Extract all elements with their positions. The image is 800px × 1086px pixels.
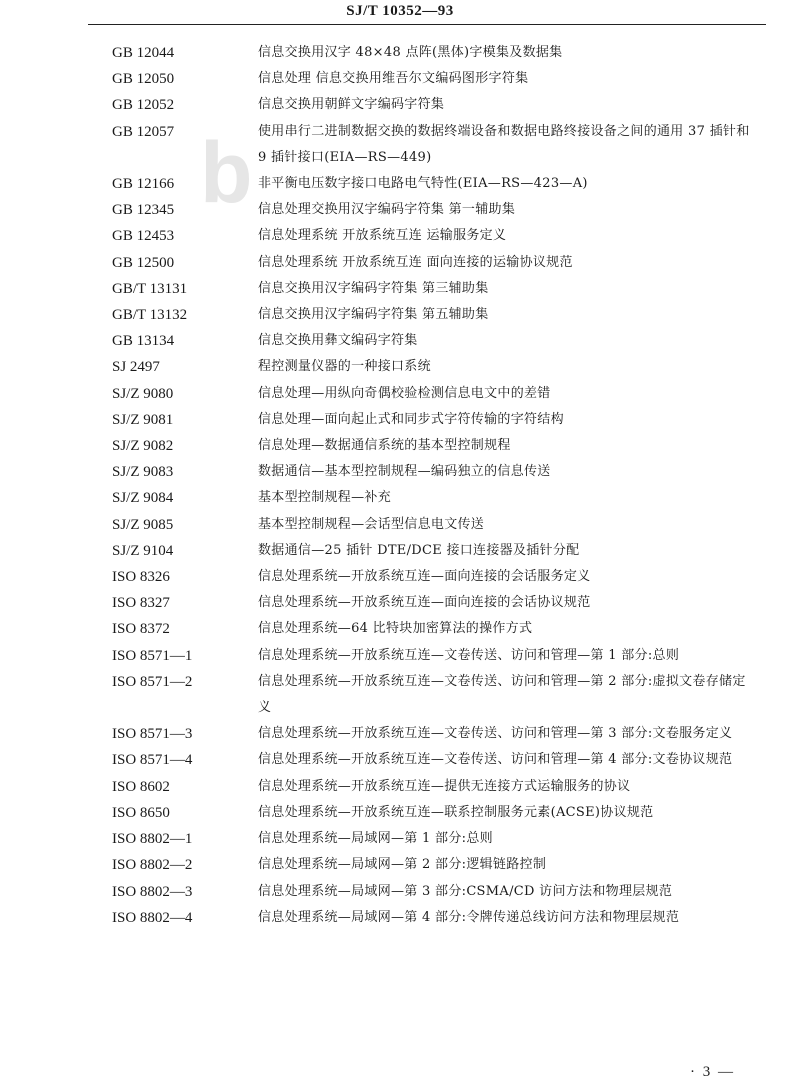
standard-code: SJ/Z 9085 bbox=[112, 516, 174, 533]
page-number: · 3 — bbox=[690, 1064, 735, 1080]
standard-code: ISO 8327 bbox=[112, 595, 170, 612]
standard-title: 基本型控制规程—会话型信息电文传送 bbox=[258, 516, 485, 532]
standard-code: SJ/Z 9080 bbox=[112, 385, 174, 402]
list-item bbox=[0, 276, 800, 302]
standard-title: 信息处理系统—开放系统互连—面向连接的会话协议规范 bbox=[258, 595, 591, 611]
list-item bbox=[0, 459, 800, 485]
list-item bbox=[0, 747, 800, 773]
standards-list bbox=[0, 40, 800, 931]
standard-code: GB 12500 bbox=[112, 254, 175, 271]
list-item bbox=[0, 171, 800, 197]
standard-title: 信息处理系统—局域网—第 1 部分:总则 bbox=[258, 831, 493, 847]
standard-title: 数据通信—25 插针 DTE/DCE 接口连接器及插针分配 bbox=[258, 542, 580, 558]
standard-title: 信息处理—面向起止式和同步式字符传输的字符结构 bbox=[258, 411, 564, 427]
standard-code: GB 12166 bbox=[112, 176, 175, 193]
standard-code: SJ/Z 9082 bbox=[112, 438, 174, 455]
standard-title: 信息处理 信息交换用维吾尔文编码图形字符集 bbox=[258, 71, 529, 87]
standard-code: ISO 8326 bbox=[112, 569, 170, 586]
document-code: SJ/T 10352—93 bbox=[346, 3, 454, 19]
standard-code: SJ 2497 bbox=[112, 359, 160, 376]
standard-title: 信息处理系统—开放系统互连—文卷传送、访问和管理—第 3 部分:文卷服务定义 bbox=[258, 726, 733, 742]
list-item bbox=[0, 512, 800, 538]
standard-title: 信息处理系统—开放系统互连—提供无连接方式运输服务的协议 bbox=[258, 778, 631, 794]
list-item bbox=[0, 328, 800, 354]
standard-title: 信息处理系统—开放系统互连—面向连接的会话服务定义 bbox=[258, 569, 591, 585]
standard-title: 信息处理系统—局域网—第 3 部分:CSMA/CD 访问方法和物理层规范 bbox=[258, 883, 673, 899]
standard-code: ISO 8602 bbox=[112, 778, 170, 795]
standard-code: GB 12044 bbox=[112, 45, 175, 61]
standard-code: ISO 8802—2 bbox=[112, 857, 193, 874]
standard-code: GB/T 13131 bbox=[112, 280, 188, 297]
list-item bbox=[0, 40, 800, 66]
list-item bbox=[0, 852, 800, 878]
list-item bbox=[0, 197, 800, 223]
standard-title: 信息处理系统—开放系统互连—文卷传送、访问和管理—第 1 部分:总则 bbox=[258, 647, 680, 663]
standard-title: 信息处理系统—开放系统互连—联系控制服务元素(ACSE)协议规范 bbox=[258, 804, 654, 820]
standard-code: GB/T 13132 bbox=[112, 307, 188, 324]
standard-title: 使用串行二进制数据交换的数据终端设备和数据电路终接设备之间的通用 37 插针和 9 插针接口(EIA—RS—449) bbox=[258, 123, 750, 165]
standard-title: 信息处理系统—局域网—第 4 部分:令牌传递总线访问方法和物理层规范 bbox=[258, 909, 680, 925]
standard-title: 信息交换用汉字编码字符集 第三辅助集 bbox=[258, 280, 489, 296]
list-item bbox=[0, 119, 800, 171]
list-item bbox=[0, 616, 800, 642]
list-item bbox=[0, 826, 800, 852]
standard-code: GB 12052 bbox=[112, 97, 175, 114]
standard-code: SJ/Z 9084 bbox=[112, 490, 174, 507]
list-item bbox=[0, 564, 800, 590]
standard-code: ISO 8650 bbox=[112, 804, 170, 821]
standard-code: GB 12057 bbox=[112, 123, 175, 140]
standard-title: 信息处理系统—开放系统互连—文卷传送、访问和管理—第 4 部分:文卷协议规范 bbox=[258, 752, 733, 768]
list-item bbox=[0, 774, 800, 800]
standard-code: ISO 8802—3 bbox=[112, 883, 193, 900]
list-item bbox=[0, 381, 800, 407]
list-item bbox=[0, 538, 800, 564]
standard-code: ISO 8372 bbox=[112, 621, 170, 638]
standard-code: ISO 8571—2 bbox=[112, 673, 193, 690]
standard-code: ISO 8802—1 bbox=[112, 831, 193, 848]
standard-title: 信息处理交换用汉字编码字符集 第一辅助集 bbox=[258, 202, 516, 218]
header-divider bbox=[88, 24, 766, 25]
standard-title: 信息交换用彝文编码字符集 bbox=[258, 333, 418, 349]
list-item bbox=[0, 800, 800, 826]
standard-code: ISO 8571—4 bbox=[112, 752, 193, 769]
standard-title: 基本型控制规程—补充 bbox=[258, 490, 392, 506]
list-item bbox=[0, 721, 800, 747]
standard-title: 信息交换用朝鲜文字编码字符集 bbox=[258, 97, 445, 113]
standard-title: 信息处理系统—局域网—第 2 部分:逻辑链路控制 bbox=[258, 857, 547, 873]
standard-title: 信息处理系统—开放系统互连—文卷传送、访问和管理—第 2 部分:虚拟文卷存储定义 bbox=[258, 673, 746, 716]
standard-title: 信息交换用汉字编码字符集 第五辅助集 bbox=[258, 307, 489, 323]
standard-title: 信息处理—数据通信系统的基本型控制规程 bbox=[258, 438, 511, 454]
watermark: b bbox=[200, 125, 257, 221]
page-header bbox=[0, 0, 800, 26]
standard-title: 信息处理系统—64 比特块加密算法的操作方式 bbox=[258, 621, 533, 637]
standard-title: 信息交换用汉字 48×48 点阵(黑体)字模集及数据集 bbox=[258, 45, 563, 60]
standard-title: 信息处理系统 开放系统互连 面向连接的运输协议规范 bbox=[258, 254, 573, 270]
list-item bbox=[0, 223, 800, 249]
list-item bbox=[0, 643, 800, 669]
list-item bbox=[0, 879, 800, 905]
standard-code: ISO 8571—1 bbox=[112, 647, 193, 664]
standard-title: 非平衡电压数字接口电路电气特性(EIA—RS—423—A) bbox=[258, 176, 588, 192]
list-item bbox=[0, 354, 800, 380]
standard-title: 程控测量仪器的一种接口系统 bbox=[258, 359, 431, 375]
standard-code: SJ/Z 9083 bbox=[112, 464, 174, 481]
standard-code: GB 12050 bbox=[112, 71, 175, 88]
list-item bbox=[0, 250, 800, 276]
standard-code: ISO 8571—3 bbox=[112, 726, 193, 743]
standard-code: SJ/Z 9081 bbox=[112, 411, 174, 428]
list-item bbox=[0, 905, 800, 931]
list-item bbox=[0, 302, 800, 328]
standard-title: 信息处理—用纵向奇偶校验检测信息电文中的差错 bbox=[258, 385, 551, 401]
list-item bbox=[0, 407, 800, 433]
standard-code: GB 13134 bbox=[112, 333, 175, 350]
standard-title: 信息处理系统 开放系统互连 运输服务定义 bbox=[258, 228, 507, 244]
list-item bbox=[0, 92, 800, 118]
list-item bbox=[0, 485, 800, 511]
list-item bbox=[0, 66, 800, 92]
list-item bbox=[0, 669, 800, 721]
standard-code: ISO 8802—4 bbox=[112, 909, 193, 926]
list-item bbox=[0, 590, 800, 616]
standard-code: GB 12453 bbox=[112, 228, 175, 245]
standard-code: SJ/Z 9104 bbox=[112, 542, 174, 559]
list-item bbox=[0, 433, 800, 459]
standard-code: GB 12345 bbox=[112, 202, 175, 219]
standard-title: 数据通信—基本型控制规程—编码独立的信息传送 bbox=[258, 464, 551, 480]
